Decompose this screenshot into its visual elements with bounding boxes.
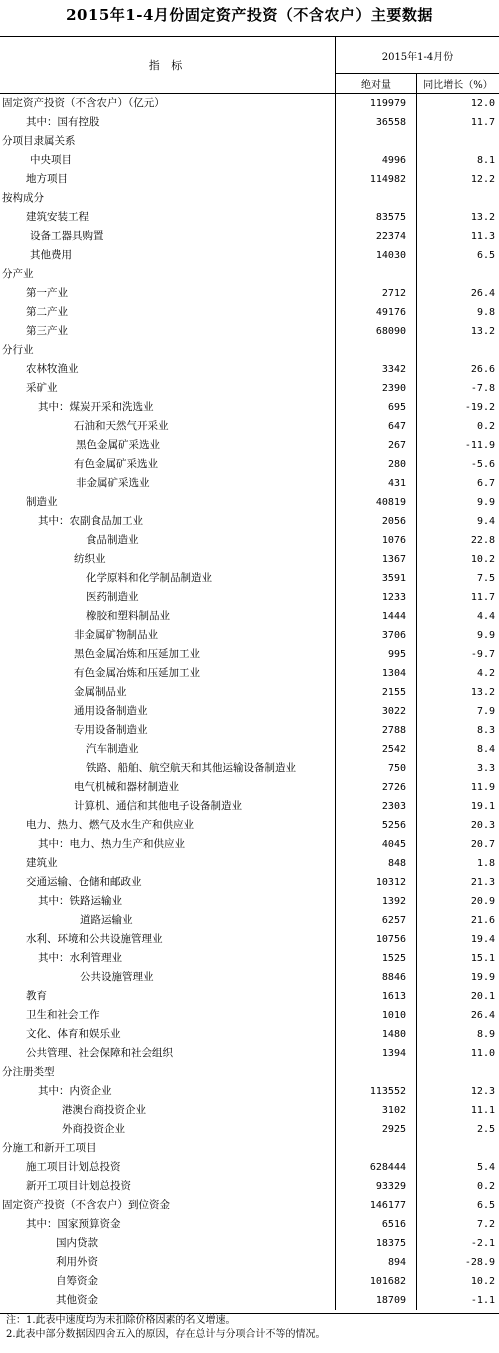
table-row bbox=[0, 1063, 499, 1082]
row-absolute-value: 1010 bbox=[381, 1010, 406, 1021]
row-growth-value: -7.8 bbox=[470, 383, 495, 394]
row-label: 利用外资 bbox=[56, 1256, 98, 1268]
row-absolute-value: 2542 bbox=[381, 744, 406, 755]
row-absolute-value: 431 bbox=[387, 478, 406, 489]
table-row bbox=[0, 759, 499, 778]
row-growth-value: 6.5 bbox=[476, 1200, 495, 1211]
table-row bbox=[0, 1272, 499, 1291]
table-row bbox=[0, 911, 499, 930]
row-absolute-value: 10312 bbox=[375, 877, 406, 888]
row-absolute-value: 113552 bbox=[369, 1086, 406, 1097]
row-growth-value: 7.2 bbox=[476, 1219, 495, 1230]
row-growth-value: 11.1 bbox=[470, 1105, 495, 1116]
row-label: 其中：农副食品加工业 bbox=[38, 515, 143, 527]
row-absolute-value: 3022 bbox=[381, 706, 406, 717]
row-growth-value: 26.6 bbox=[470, 364, 495, 375]
table-header bbox=[0, 37, 499, 94]
row-absolute-value: 114982 bbox=[369, 174, 406, 185]
table-row bbox=[0, 797, 499, 816]
table-row bbox=[0, 322, 499, 341]
row-growth-value: 7.5 bbox=[476, 573, 495, 584]
table-row bbox=[0, 113, 499, 132]
table-row bbox=[0, 436, 499, 455]
table-row bbox=[0, 208, 499, 227]
row-growth-value: 4.2 bbox=[476, 668, 495, 679]
row-label: 中央项目 bbox=[30, 154, 72, 166]
header-growth: 同比增长（%） bbox=[423, 80, 493, 91]
row-growth-value: 7.9 bbox=[476, 706, 495, 717]
row-label: 化学原料和化学制品制造业 bbox=[86, 572, 212, 584]
row-label: 公共管理、社会保障和社会组织 bbox=[26, 1047, 173, 1059]
row-growth-value: 4.4 bbox=[476, 611, 495, 622]
row-absolute-value: 1444 bbox=[381, 611, 406, 622]
row-absolute-value: 1076 bbox=[381, 535, 406, 546]
row-growth-value: -19.2 bbox=[464, 402, 495, 413]
row-growth-value: 5.4 bbox=[476, 1162, 495, 1173]
row-label: 非金属矿物制品业 bbox=[74, 629, 158, 641]
row-absolute-value: 3342 bbox=[381, 364, 406, 375]
table-row bbox=[0, 569, 499, 588]
row-label: 施工项目计划总投资 bbox=[26, 1161, 121, 1173]
table-row bbox=[0, 1158, 499, 1177]
row-absolute-value: 267 bbox=[387, 440, 406, 451]
table-row bbox=[0, 246, 499, 265]
row-growth-value: 1.8 bbox=[476, 858, 495, 869]
row-absolute-value: 101682 bbox=[369, 1276, 406, 1287]
table-row bbox=[0, 1120, 499, 1139]
row-absolute-value: 5256 bbox=[381, 820, 406, 831]
page-title: 2015年1-4月份固定资产投资（不含农户）主要数据 bbox=[66, 6, 433, 24]
row-growth-value: -9.7 bbox=[470, 649, 495, 660]
row-label: 分项目隶属关系 bbox=[2, 135, 76, 147]
row-absolute-value: 6257 bbox=[381, 915, 406, 926]
table-row bbox=[0, 607, 499, 626]
row-growth-value: 11.3 bbox=[470, 231, 495, 242]
row-absolute-value: 119979 bbox=[369, 98, 406, 109]
row-label: 水利、环境和公共设施管理业 bbox=[26, 933, 163, 945]
row-label: 第一产业 bbox=[26, 287, 68, 299]
table-row bbox=[0, 816, 499, 835]
row-label: 新开工项目计划总投资 bbox=[26, 1180, 131, 1192]
row-label: 有色金属矿采选业 bbox=[74, 458, 158, 470]
row-label: 其中：铁路运输业 bbox=[38, 895, 122, 907]
row-label: 按构成分 bbox=[2, 192, 44, 204]
row-growth-value: 19.4 bbox=[470, 934, 495, 945]
row-label: 专用设备制造业 bbox=[74, 724, 148, 736]
row-absolute-value: 49176 bbox=[375, 307, 406, 318]
row-absolute-value: 83575 bbox=[375, 212, 406, 223]
row-growth-value: 9.9 bbox=[476, 497, 495, 508]
table-row bbox=[0, 1025, 499, 1044]
row-label: 黑色金属矿采选业 bbox=[76, 439, 160, 451]
footnotes bbox=[0, 1313, 499, 1342]
row-growth-value: 11.9 bbox=[470, 782, 495, 793]
table-row bbox=[0, 702, 499, 721]
table-row bbox=[0, 1234, 499, 1253]
row-label: 第三产业 bbox=[26, 325, 68, 337]
table-row bbox=[0, 227, 499, 246]
row-label: 港澳台商投资企业 bbox=[62, 1104, 146, 1116]
row-absolute-value: 995 bbox=[387, 649, 406, 660]
row-label: 卫生和社会工作 bbox=[26, 1009, 100, 1021]
row-label: 地方项目 bbox=[26, 173, 68, 185]
row-absolute-value: 2056 bbox=[381, 516, 406, 527]
row-label: 其中：煤炭开采和洗选业 bbox=[38, 401, 154, 413]
row-label: 其他费用 bbox=[30, 249, 72, 261]
table-row bbox=[0, 645, 499, 664]
row-label: 国内贷款 bbox=[56, 1237, 98, 1249]
row-label: 铁路、船舶、航空航天和其他运输设备制造业 bbox=[86, 762, 296, 774]
row-label: 计算机、通信和其他电子设备制造业 bbox=[74, 800, 242, 812]
data-table bbox=[0, 36, 499, 1310]
row-label: 有色金属冶炼和压延加工业 bbox=[74, 667, 200, 679]
row-growth-value: 8.3 bbox=[476, 725, 495, 736]
row-label: 医药制造业 bbox=[86, 591, 139, 603]
row-label: 制造业 bbox=[26, 496, 58, 508]
row-absolute-value: 3706 bbox=[381, 630, 406, 641]
row-absolute-value: 18375 bbox=[375, 1238, 406, 1249]
row-label: 金属制品业 bbox=[74, 686, 127, 698]
row-growth-value: 6.5 bbox=[476, 250, 495, 261]
row-growth-value: -1.1 bbox=[470, 1295, 495, 1306]
table-row bbox=[0, 379, 499, 398]
table-row bbox=[0, 740, 499, 759]
row-growth-value: 9.8 bbox=[476, 307, 495, 318]
row-label: 其中：国有控股 bbox=[26, 116, 100, 128]
row-growth-value: 19.9 bbox=[470, 972, 495, 983]
row-absolute-value: 4996 bbox=[381, 155, 406, 166]
table-row bbox=[0, 417, 499, 436]
row-label: 农林牧渔业 bbox=[26, 363, 79, 375]
table-row bbox=[0, 474, 499, 493]
row-label: 建筑安装工程 bbox=[26, 211, 89, 223]
row-label: 电气机械和器材制造业 bbox=[74, 781, 179, 793]
row-absolute-value: 8846 bbox=[381, 972, 406, 983]
row-absolute-value: 10756 bbox=[375, 934, 406, 945]
row-growth-value: 9.9 bbox=[476, 630, 495, 641]
table-row bbox=[0, 531, 499, 550]
row-label: 自筹资金 bbox=[56, 1275, 98, 1287]
table-row bbox=[0, 949, 499, 968]
table-row bbox=[0, 968, 499, 987]
table-row bbox=[0, 892, 499, 911]
row-label: 分行业 bbox=[2, 344, 34, 356]
table-row bbox=[0, 94, 499, 113]
table-row bbox=[0, 303, 499, 322]
row-absolute-value: 36558 bbox=[375, 117, 406, 128]
row-growth-value: 20.9 bbox=[470, 896, 495, 907]
row-growth-value: 11.7 bbox=[470, 592, 495, 603]
row-growth-value: 12.0 bbox=[470, 98, 495, 109]
row-growth-value: 20.1 bbox=[470, 991, 495, 1002]
table-row bbox=[0, 835, 499, 854]
row-label: 设备工器具购置 bbox=[30, 230, 104, 242]
row-absolute-value: 93329 bbox=[375, 1181, 406, 1192]
row-absolute-value: 68090 bbox=[375, 326, 406, 337]
table-row bbox=[0, 930, 499, 949]
row-growth-value: 19.1 bbox=[470, 801, 495, 812]
table-row bbox=[0, 360, 499, 379]
table-row bbox=[0, 398, 499, 417]
row-absolute-value: 6516 bbox=[381, 1219, 406, 1230]
row-absolute-value: 1304 bbox=[381, 668, 406, 679]
row-absolute-value: 750 bbox=[387, 763, 406, 774]
table-row bbox=[0, 987, 499, 1006]
table-row bbox=[0, 721, 499, 740]
row-growth-value: 20.7 bbox=[470, 839, 495, 850]
row-growth-value: 15.1 bbox=[470, 953, 495, 964]
table-row bbox=[0, 170, 499, 189]
table-row bbox=[0, 550, 499, 569]
row-label: 非金属矿采选业 bbox=[76, 477, 150, 489]
table-row bbox=[0, 189, 499, 208]
row-absolute-value: 3591 bbox=[381, 573, 406, 584]
row-growth-value: 22.8 bbox=[470, 535, 495, 546]
table-row bbox=[0, 455, 499, 474]
row-label: 其他资金 bbox=[56, 1294, 98, 1306]
row-absolute-value: 3102 bbox=[381, 1105, 406, 1116]
row-label: 汽车制造业 bbox=[86, 743, 139, 755]
row-growth-value: 0.2 bbox=[476, 1181, 495, 1192]
footnote: 注：1.此表中速度均为未扣除价格因素的名义增速。 bbox=[6, 1315, 236, 1326]
header-period: 2015年1-4月份 bbox=[336, 37, 499, 74]
header-indicator: 指 标 bbox=[0, 37, 336, 93]
row-growth-value: 8.4 bbox=[476, 744, 495, 755]
table-row bbox=[0, 1082, 499, 1101]
row-growth-value: 8.1 bbox=[476, 155, 495, 166]
table-row bbox=[0, 1253, 499, 1272]
row-absolute-value: 2390 bbox=[381, 383, 406, 394]
row-growth-value: 12.2 bbox=[470, 174, 495, 185]
row-label: 分施工和新开工项目 bbox=[2, 1142, 97, 1154]
row-growth-value: 13.2 bbox=[470, 687, 495, 698]
row-label: 分注册类型 bbox=[2, 1066, 55, 1078]
row-label: 食品制造业 bbox=[86, 534, 139, 546]
row-absolute-value: 2155 bbox=[381, 687, 406, 698]
row-growth-value: 13.2 bbox=[470, 212, 495, 223]
table-row bbox=[0, 683, 499, 702]
table-row bbox=[0, 854, 499, 873]
table-row bbox=[0, 1139, 499, 1158]
footnote: 2.此表中部分数据因四舍五入的原因，存在总计与分项合计不等的情况。 bbox=[6, 1329, 326, 1340]
row-label: 其中：水利管理业 bbox=[38, 952, 122, 964]
row-label: 建筑业 bbox=[26, 857, 58, 869]
table-row bbox=[0, 588, 499, 607]
row-growth-value: 2.5 bbox=[476, 1124, 495, 1135]
header-absolute: 绝对量 bbox=[336, 74, 417, 93]
table-row bbox=[0, 1291, 499, 1310]
row-absolute-value: 18709 bbox=[375, 1295, 406, 1306]
row-growth-value: 21.3 bbox=[470, 877, 495, 888]
row-absolute-value: 848 bbox=[387, 858, 406, 869]
row-absolute-value: 2303 bbox=[381, 801, 406, 812]
row-growth-value: 8.9 bbox=[476, 1029, 495, 1040]
row-label: 电力、热力、燃气及水生产和供应业 bbox=[26, 819, 194, 831]
row-label: 道路运输业 bbox=[80, 914, 133, 926]
row-growth-value: 3.3 bbox=[476, 763, 495, 774]
row-label: 石油和天然气开采业 bbox=[74, 420, 169, 432]
row-growth-value: 11.7 bbox=[470, 117, 495, 128]
row-label: 第二产业 bbox=[26, 306, 68, 318]
row-growth-value: 10.2 bbox=[470, 1276, 495, 1287]
table-row bbox=[0, 512, 499, 531]
row-absolute-value: 2925 bbox=[381, 1124, 406, 1135]
row-absolute-value: 1525 bbox=[381, 953, 406, 964]
table-row bbox=[0, 1101, 499, 1120]
row-label: 通用设备制造业 bbox=[74, 705, 148, 717]
row-absolute-value: 280 bbox=[387, 459, 406, 470]
table-row bbox=[0, 341, 499, 360]
table-row bbox=[0, 873, 499, 892]
row-growth-value: 10.2 bbox=[470, 554, 495, 565]
table-row bbox=[0, 1044, 499, 1063]
row-growth-value: 11.0 bbox=[470, 1048, 495, 1059]
row-absolute-value: 2726 bbox=[381, 782, 406, 793]
row-label: 橡胶和塑料制品业 bbox=[86, 610, 170, 622]
row-growth-value: 9.4 bbox=[476, 516, 495, 527]
row-absolute-value: 628444 bbox=[369, 1162, 406, 1173]
table-row bbox=[0, 1196, 499, 1215]
row-absolute-value: 2712 bbox=[381, 288, 406, 299]
row-label: 分产业 bbox=[2, 268, 34, 280]
row-label: 固定资产投资（不含农户）（亿元） bbox=[2, 97, 165, 109]
row-growth-value: 13.2 bbox=[470, 326, 495, 337]
row-absolute-value: 22374 bbox=[375, 231, 406, 242]
table-row bbox=[0, 1006, 499, 1025]
table-body bbox=[0, 94, 499, 1310]
row-absolute-value: 1367 bbox=[381, 554, 406, 565]
table-row bbox=[0, 132, 499, 151]
row-growth-value: 21.6 bbox=[470, 915, 495, 926]
row-absolute-value: 1480 bbox=[381, 1029, 406, 1040]
row-growth-value: -2.1 bbox=[470, 1238, 495, 1249]
row-label: 固定资产投资（不含农户）到位资金 bbox=[2, 1199, 170, 1211]
row-absolute-value: 695 bbox=[387, 402, 406, 413]
table-row bbox=[0, 626, 499, 645]
row-absolute-value: 2788 bbox=[381, 725, 406, 736]
row-label: 采矿业 bbox=[26, 382, 58, 394]
row-label: 文化、体育和娱乐业 bbox=[26, 1028, 121, 1040]
row-label: 公共设施管理业 bbox=[80, 971, 154, 983]
row-absolute-value: 1392 bbox=[381, 896, 406, 907]
table-row bbox=[0, 1177, 499, 1196]
row-growth-value: -11.9 bbox=[464, 440, 495, 451]
row-label: 其中：电力、热力生产和供应业 bbox=[38, 838, 185, 850]
row-absolute-value: 4045 bbox=[381, 839, 406, 850]
row-label: 黑色金属冶炼和压延加工业 bbox=[74, 648, 200, 660]
row-label: 其中：国家预算资金 bbox=[26, 1218, 121, 1230]
row-growth-value: 26.4 bbox=[470, 1010, 495, 1021]
row-growth-value: 12.3 bbox=[470, 1086, 495, 1097]
table-row bbox=[0, 493, 499, 512]
row-label: 教育 bbox=[26, 990, 47, 1002]
row-label: 纺织业 bbox=[74, 553, 106, 565]
table-row bbox=[0, 1215, 499, 1234]
row-absolute-value: 146177 bbox=[369, 1200, 406, 1211]
table-row bbox=[0, 265, 499, 284]
table-row bbox=[0, 664, 499, 683]
row-label: 其中：内资企业 bbox=[38, 1085, 112, 1097]
row-growth-value: 26.4 bbox=[470, 288, 495, 299]
row-absolute-value: 14030 bbox=[375, 250, 406, 261]
table-row bbox=[0, 778, 499, 797]
row-absolute-value: 1233 bbox=[381, 592, 406, 603]
row-growth-value: 0.2 bbox=[476, 421, 495, 432]
row-absolute-value: 1394 bbox=[381, 1048, 406, 1059]
row-absolute-value: 894 bbox=[387, 1257, 406, 1268]
row-label: 交通运输、仓储和邮政业 bbox=[26, 876, 142, 888]
row-absolute-value: 1613 bbox=[381, 991, 406, 1002]
table-row bbox=[0, 284, 499, 303]
row-absolute-value: 647 bbox=[387, 421, 406, 432]
row-growth-value: -28.9 bbox=[464, 1257, 495, 1268]
table-row bbox=[0, 151, 499, 170]
row-absolute-value: 40819 bbox=[375, 497, 406, 508]
row-growth-value: 6.7 bbox=[476, 478, 495, 489]
row-label: 外商投资企业 bbox=[62, 1123, 125, 1135]
row-growth-value: -5.6 bbox=[470, 459, 495, 470]
row-growth-value: 20.3 bbox=[470, 820, 495, 831]
